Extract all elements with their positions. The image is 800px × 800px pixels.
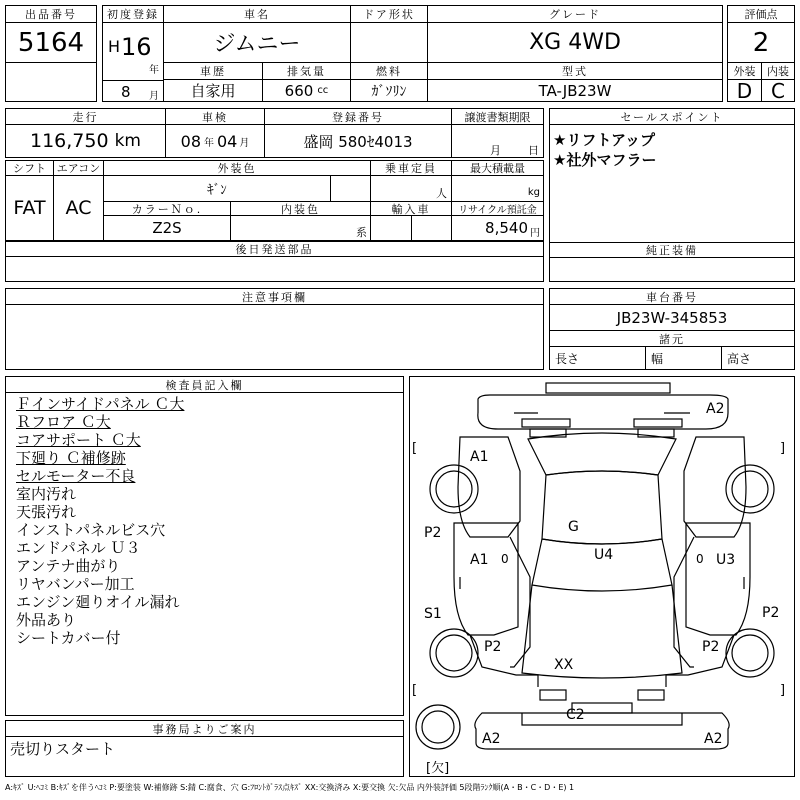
score-label: 評価点 <box>727 5 795 23</box>
genuine-equipment-label: 純正装備 <box>549 242 795 258</box>
inspection-label: 車検 <box>165 108 265 125</box>
inspector-item: 外品あり <box>16 611 77 629</box>
sales-point-1: ★リフトアップ <box>553 131 655 149</box>
color-no: Z2S <box>103 215 231 241</box>
transfer-month-unit: 月 <box>490 144 501 157</box>
reg-year: 16 <box>121 33 152 61</box>
mark-p2-right-front: P2 <box>762 605 780 621</box>
notes-box <box>5 304 544 370</box>
bracket-right-2: ] <box>780 683 786 698</box>
inspector-item: 下廻り Ｃ補修跡 <box>16 449 126 467</box>
door-value <box>350 22 428 63</box>
history: 自家用 <box>163 79 263 102</box>
inspector-item: 天張汚れ <box>16 503 77 521</box>
model: TA-JB23W <box>427 79 723 102</box>
lot-no: 5164 <box>5 22 97 63</box>
sales-point-label: セールスポイント <box>549 108 795 125</box>
recycle-box <box>451 215 544 241</box>
inspector-item: シートカバー付 <box>16 629 121 647</box>
mileage-unit: km <box>114 131 141 151</box>
bracket-right-1: ] <box>780 441 786 456</box>
chassis-number: JB23W-345853 <box>549 304 795 331</box>
recycle-unit: 円 <box>530 227 540 239</box>
capacity-box <box>370 175 452 202</box>
plate-label: 登録番号 <box>264 108 452 125</box>
width-box <box>645 346 722 370</box>
shift: FAT <box>5 175 54 241</box>
first-reg-label: 初度登録 <box>102 5 164 23</box>
mark-a2-top: A2 <box>706 401 725 417</box>
interior-grade: C <box>761 79 795 102</box>
ext-color-label: 外装色 <box>103 160 371 176</box>
import-box-b <box>411 215 452 241</box>
ext-color: ｷﾞﾝ <box>103 175 331 202</box>
width-label: 幅 <box>651 351 664 366</box>
inspector-item: Ｆインサイドパネル Ｃ大 <box>16 395 185 413</box>
int-color-unit: 系 <box>356 226 367 239</box>
displacement: 660 <box>284 81 314 100</box>
mark-a1-left: A1 <box>470 552 489 568</box>
door-label: ドア形状 <box>350 5 428 23</box>
length-box <box>549 346 646 370</box>
car-name-label: 車名 <box>163 5 351 23</box>
inspector-label: 検査員記入欄 <box>5 376 404 393</box>
genuine-equipment-box <box>549 257 795 282</box>
first-reg-month-box <box>102 80 164 102</box>
import-label: 輸入車 <box>370 201 452 216</box>
later-parts-box <box>5 256 544 282</box>
inspector-item: インストパネルビス穴 <box>16 521 166 539</box>
displacement-label: 排気量 <box>262 62 351 80</box>
mark-zero-right: 0 <box>696 552 704 566</box>
reg-month: 8 <box>121 83 131 101</box>
ac: AC <box>53 175 104 241</box>
legend: A:ｷｽﾞ U:ﾍｺﾐ B:ｷｽﾞを伴うﾍｺﾐ P:要塗装 W:補修跡 S:錆 C:腐食、穴 G:ﾌﾛﾝﾄｶﾞﾗｽ点ｷｽﾞ XX:交換済み X:要交換 欠:欠品 内外装評価 5段階ﾗﾝｸ順(A・B・C・D・E) 1 <box>5 783 575 792</box>
ext-color-extra <box>330 175 371 202</box>
mark-p2-left-rear: P2 <box>484 639 502 655</box>
recycle-label: リサイクル預託金 <box>451 201 544 216</box>
inspection-month: 04 <box>217 131 238 151</box>
mark-a2-bottom-right: A2 <box>704 731 723 747</box>
inspector-item: エンジン廻りオイル漏れ <box>16 593 180 611</box>
model-label: 型式 <box>427 62 723 80</box>
fuel: ｶﾞｿﾘﾝ <box>350 79 428 102</box>
reg-year-unit: 年 <box>149 65 159 76</box>
transfer-box <box>451 124 544 158</box>
mark-u3: U3 <box>716 552 736 568</box>
mark-a2-bottom-left: A2 <box>482 731 501 747</box>
history-label: 車歴 <box>163 62 263 80</box>
inspection-year: 08 <box>180 131 201 151</box>
inspector-item: セルモーター不良 <box>16 467 136 485</box>
inspector-item: リヤバンパー加工 <box>16 575 135 593</box>
inspection-month-unit: 月 <box>239 137 250 149</box>
ac-label: エアコン <box>53 160 104 176</box>
mark-a1-front-left: A1 <box>470 449 489 465</box>
displacement-box <box>262 79 351 102</box>
load-box <box>451 175 544 202</box>
exterior-grade: D <box>727 79 762 102</box>
grade-label: グレード <box>427 5 723 23</box>
bracket-left-2: [ <box>412 683 418 698</box>
length-label: 長さ <box>555 351 580 366</box>
first-reg-box <box>102 22 164 81</box>
displacement-unit: cc <box>317 85 329 96</box>
chassis-label: 車台番号 <box>549 288 795 305</box>
office-message: 売切りスタート <box>10 740 116 758</box>
inspection-box <box>165 124 265 158</box>
inspector-box <box>5 392 404 716</box>
sales-point-box <box>549 124 795 243</box>
car-name: ジムニー <box>163 22 351 63</box>
score: 2 <box>727 22 795 63</box>
car-outline <box>410 377 794 776</box>
fuel-label: 燃料 <box>350 62 428 80</box>
lot-no-blank <box>5 62 97 102</box>
transfer-label: 譲渡書類期限 <box>451 108 544 125</box>
office-label: 事務局よりご案内 <box>5 720 404 737</box>
notes-label: 注意事項欄 <box>5 288 544 305</box>
inspector-item: エンドパネル Ｕ３ <box>16 539 141 557</box>
mark-p2-left-front: P2 <box>424 525 442 541</box>
inspector-item: アンテナ曲がり <box>16 557 121 575</box>
import-box-a <box>370 215 412 241</box>
inspection-year-unit: 年 <box>204 137 214 149</box>
int-color-label: 内装色 <box>230 201 371 216</box>
load-label: 最大積載量 <box>451 160 544 176</box>
later-parts-label: 後日発送部品 <box>5 241 544 257</box>
era: H <box>108 37 121 56</box>
spare-tire-label: [欠] <box>426 761 450 776</box>
office-box <box>5 736 404 777</box>
plate: 盛岡 580ｾ4013 <box>264 124 452 158</box>
load-unit: kg <box>527 187 540 198</box>
capacity-label: 乗車定員 <box>370 160 452 176</box>
mileage: 116,750 <box>30 130 109 152</box>
lot-no-label: 出品番号 <box>5 5 97 23</box>
recycle-value: 8,540 <box>485 219 528 237</box>
int-color-box <box>230 215 371 241</box>
height-box <box>721 346 795 370</box>
mark-p2-right-rear: P2 <box>702 639 720 655</box>
mileage-box <box>5 124 166 158</box>
color-no-label: カラーＮｏ. <box>103 201 231 216</box>
bracket-left-1: [ <box>412 441 418 456</box>
inspector-item: 室内汚れ <box>16 485 77 503</box>
spec-label: 諸元 <box>549 330 795 347</box>
mark-u4: U4 <box>594 547 614 563</box>
mark-s1: S1 <box>424 606 442 622</box>
interior-label: 内装 <box>761 62 795 80</box>
mark-xx: XX <box>554 657 574 673</box>
transfer-day-unit: 日 <box>528 144 539 157</box>
inspector-item: コアサポート Ｃ大 <box>16 431 141 449</box>
mark-zero-left: 0 <box>501 552 509 566</box>
grade: XG 4WD <box>427 22 723 63</box>
height-label: 高さ <box>727 351 752 366</box>
mileage-label: 走行 <box>5 108 166 125</box>
exterior-label: 外装 <box>727 62 762 80</box>
sales-point-2: ★社外マフラー <box>553 151 657 169</box>
capacity-unit: 人 <box>436 186 447 200</box>
reg-month-unit: 月 <box>149 91 159 102</box>
shift-label: シフト <box>5 160 54 176</box>
mark-g: G <box>568 519 579 535</box>
mark-c2: C2 <box>566 707 585 723</box>
car-diagram <box>409 376 795 777</box>
inspector-item: Ｒフロア Ｃ大 <box>16 413 111 431</box>
